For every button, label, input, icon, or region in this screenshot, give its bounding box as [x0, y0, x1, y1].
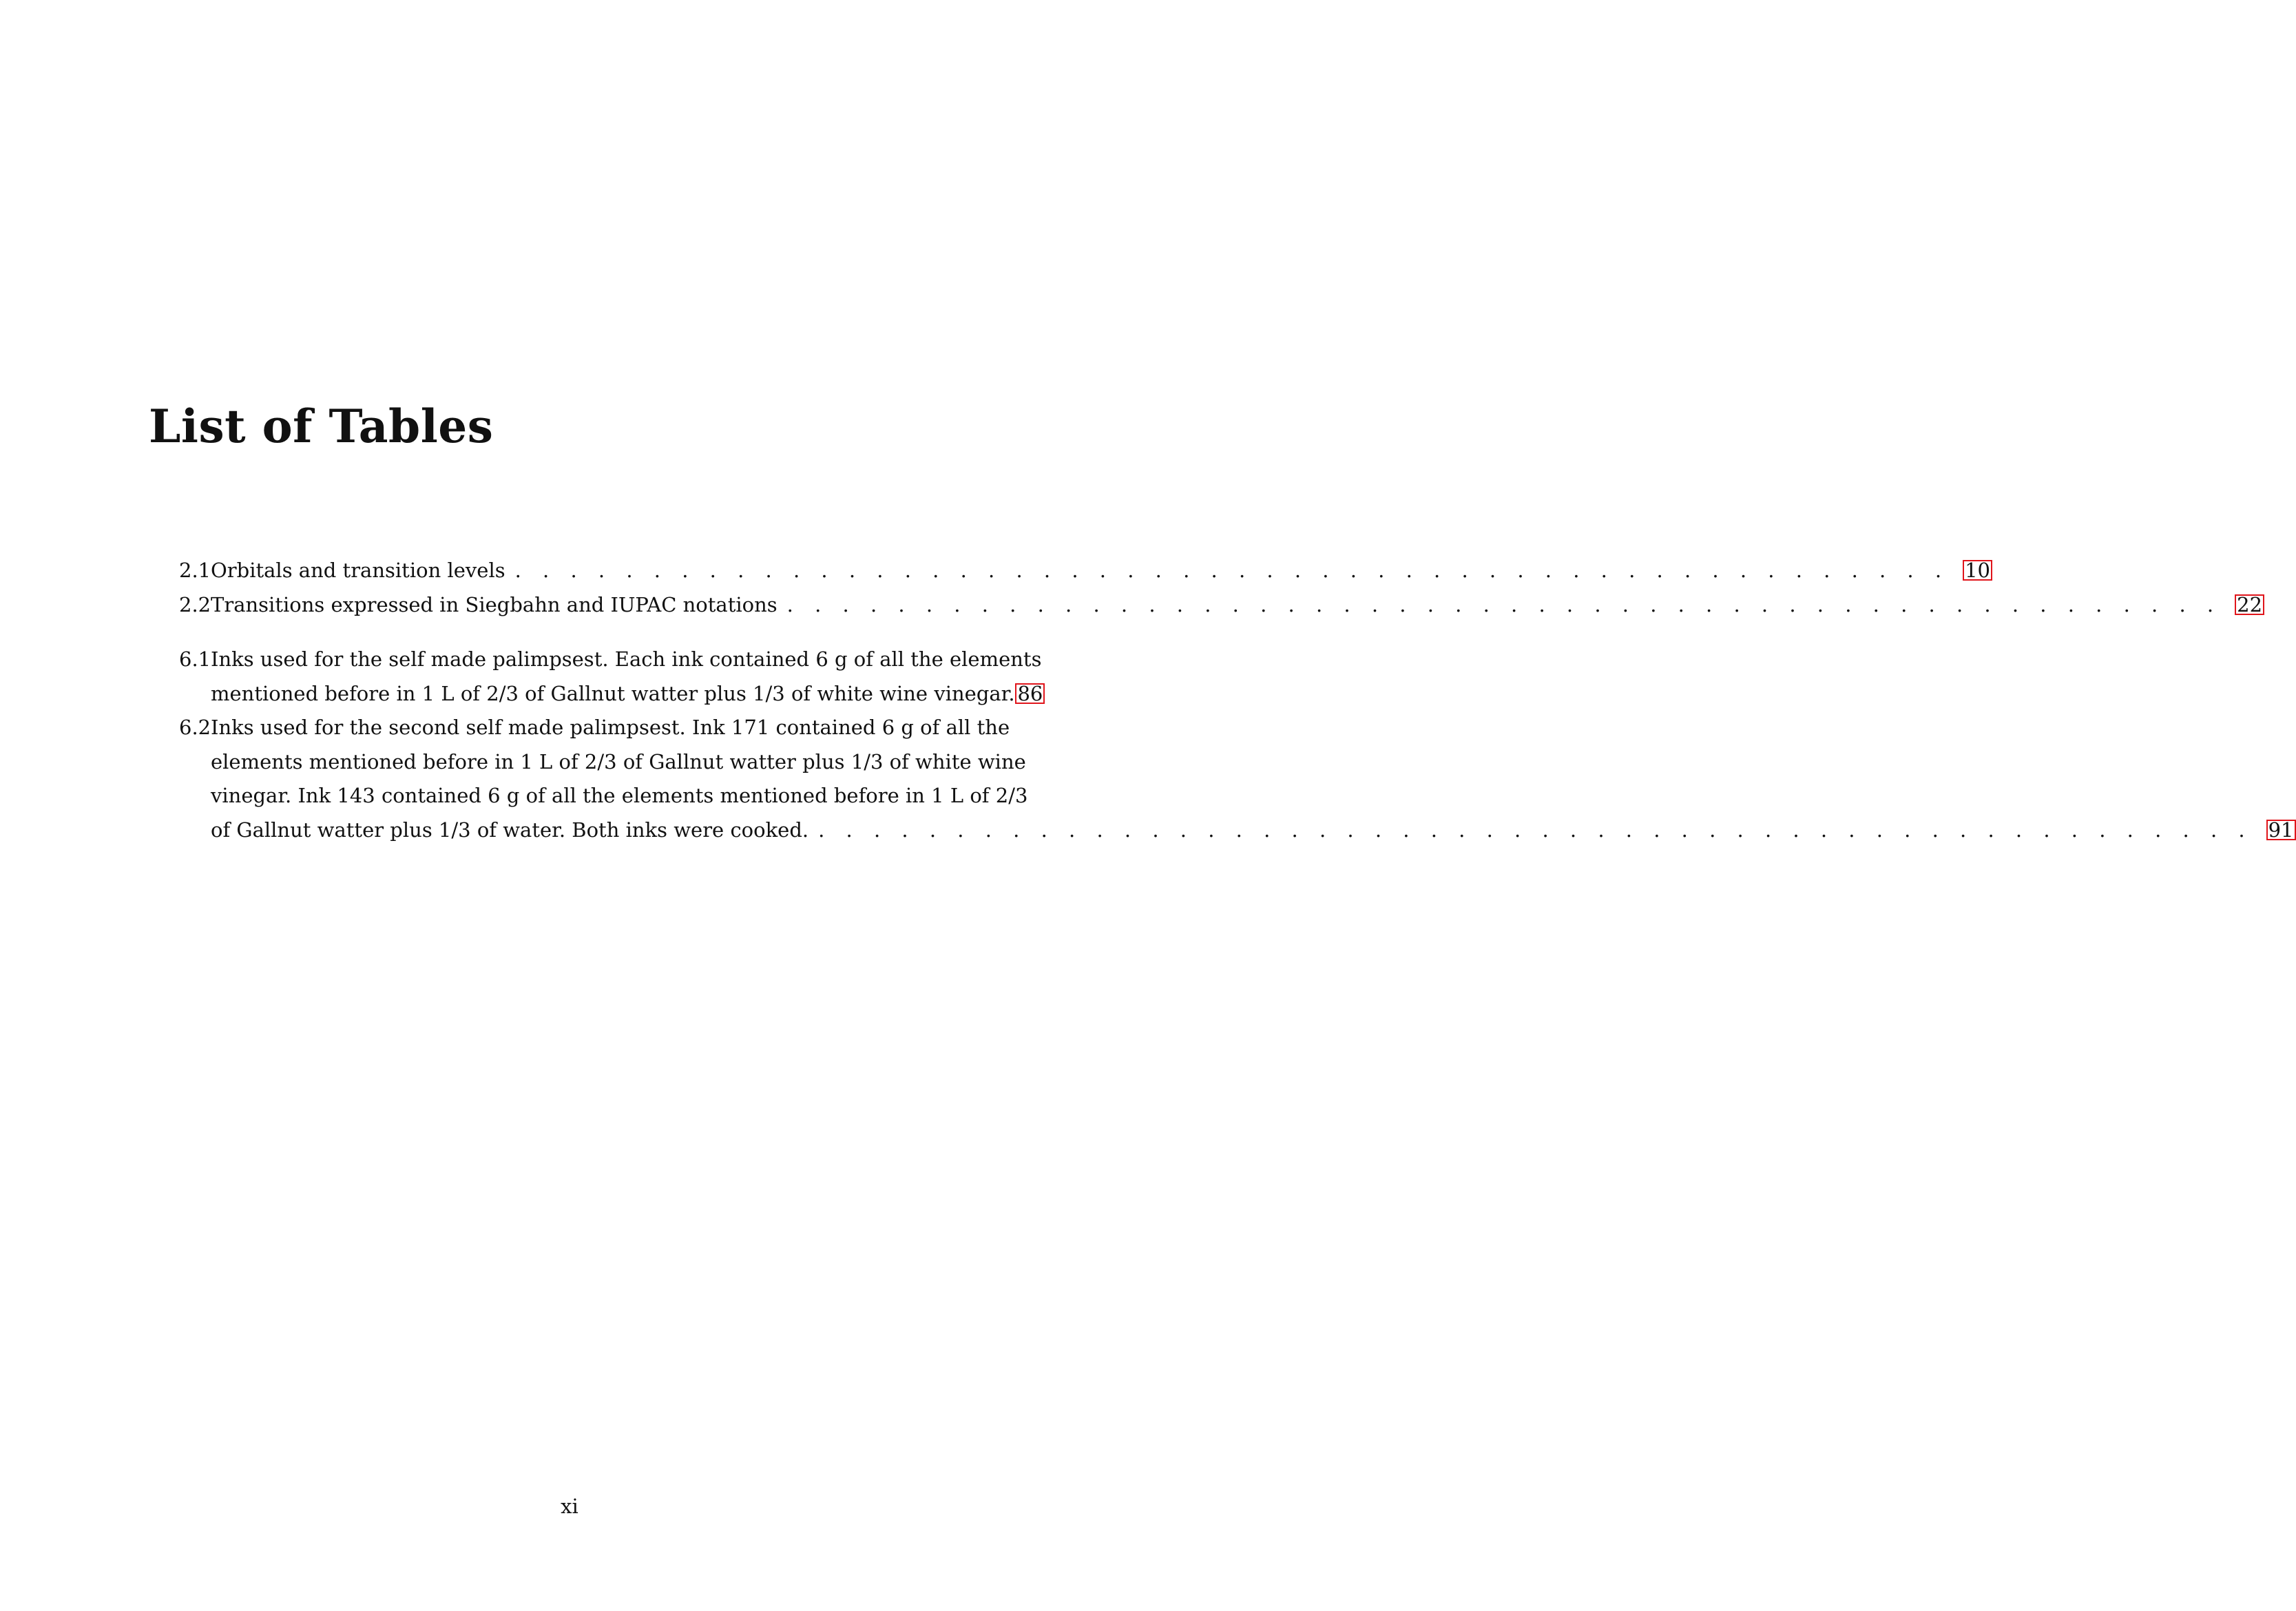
table-number: 2.1	[179, 559, 211, 582]
table-caption-line: vinegar. Ink 143 contained 6 g of all the elements mentioned before in 1 L of 2/3	[211, 784, 1028, 807]
table-caption-line: Inks used for the self made palimpsest. Each ink contained 6 g of all the elements	[211, 647, 1042, 671]
toc-entry-2-1	[149, 554, 1990, 588]
page-link[interactable]: 91	[2266, 813, 2293, 848]
table-caption: Transitions expressed in Siegbahn and IUPAC notations	[211, 592, 777, 616]
toc-entry-2-2	[149, 588, 2263, 623]
list-of-tables	[149, 554, 2294, 847]
page-link[interactable]: 86	[1015, 677, 1041, 711]
page-title: List of Tables	[149, 399, 494, 453]
page-link[interactable]: 22	[2235, 588, 2261, 623]
page-number: xi	[561, 1495, 578, 1518]
table-number: 6.1	[179, 647, 211, 671]
table-caption-line: Inks used for the second self made palimpsest. Ink 171 contained 6 g of all the	[211, 716, 1010, 739]
table-number: 2.2	[179, 592, 211, 616]
page-link[interactable]: 10	[1963, 554, 1989, 588]
table-caption: Orbitals and transition levels	[211, 559, 505, 582]
toc-entry-6-2	[149, 711, 2294, 847]
table-caption-line: of Gallnut watter plus 1/3 of water. Both inks were cooked.	[211, 818, 809, 842]
table-caption-line: mentioned before in 1 L of 2/3 of Gallnut watter plus 1/3 of white wine vinegar.	[211, 681, 1015, 705]
table-number: 6.2	[179, 716, 211, 739]
toc-entry-6-1	[149, 643, 1043, 711]
dot-leader: . . . . . . . . . . . . . . . . . . . . . . . . . . . . . . . . . . . . . . . . . . . . . . . . . . . .	[786, 592, 2222, 616]
table-caption-line: elements mentioned before in 1 L of 2/3 of Gallnut watter plus 1/3 of white wine	[211, 749, 1026, 773]
dot-leader: . . . . . . . . . . . . . . . . . . . . . . . . . . . . . . . . . . . . . . . . . . . . . . . . . . . .	[514, 559, 1950, 582]
dot-leader: . . . . . . . . . . . . . . . . . . . . . . . . . . . . . . . . . . . . . . . . . . . . . . . . . . . .	[818, 818, 2253, 842]
